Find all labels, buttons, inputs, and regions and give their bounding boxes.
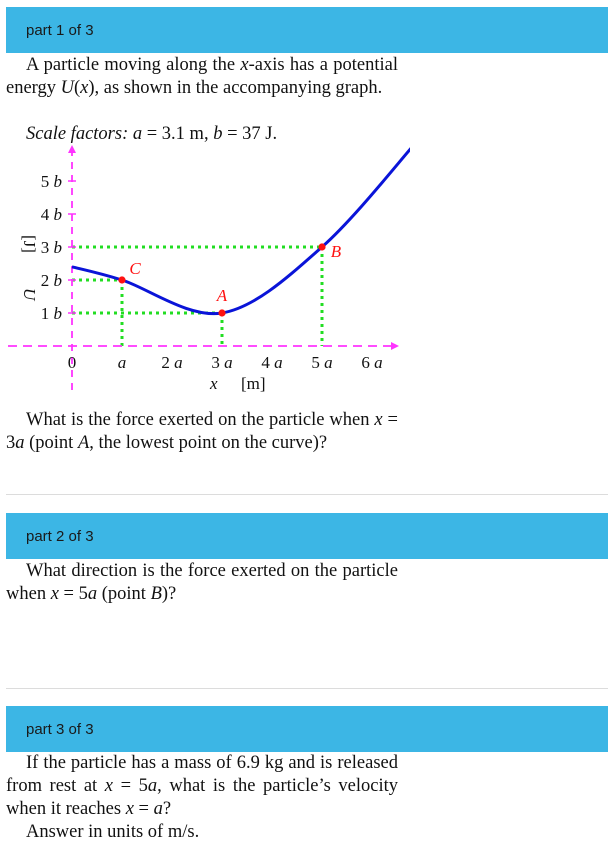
point-B: [318, 243, 325, 250]
part-2-question: What direction is the force exerted on the particle when x = 5a (point B)?: [6, 561, 398, 604]
part-1-header: [6, 7, 608, 53]
marked-points: [118, 242, 341, 317]
part-1-intro: A particle moving along the x-axis has a potential energy U(x), as shown in the accompanying graph.: [6, 55, 398, 98]
point-label-B: B: [330, 242, 342, 261]
part-1-title: part 1 of 3: [26, 21, 94, 39]
point-label-C: C: [129, 259, 141, 278]
point-C: [118, 276, 125, 283]
y-axis-label: [20, 235, 39, 302]
x-tick-label: 2 a: [161, 353, 183, 372]
x-tick-labels: [68, 353, 383, 372]
scale-factors: Scale factors: a = 3.1 m, b = 37 J.: [26, 124, 278, 144]
y-tick-labels: [41, 172, 76, 323]
x-tick-label: 4 a: [261, 353, 283, 372]
x-tick-label: a: [117, 353, 127, 372]
x-tick-label: 0: [67, 353, 77, 372]
part-1-question: What is the force exerted on the particle when x = 3a (point A, the lowest point on the curve)?: [6, 410, 398, 453]
point-A: [218, 309, 225, 316]
part-3-question: If the particle has a mass of 6.9 kg and is released from rest at x = 5a, what is the particle’s velocity when it reaches x = a?: [6, 753, 399, 819]
part-3-header: [6, 706, 608, 752]
part-3-title: part 3 of 3: [26, 720, 94, 738]
part-2-header: [6, 513, 608, 559]
part-3-units: Answer in units of m/s.: [26, 822, 200, 842]
y-axis-unit: [J]: [20, 235, 39, 253]
y-tick-label: 4 b: [40, 205, 62, 224]
x-tick-label: 3 a: [211, 353, 233, 372]
part-2-title: part 2 of 3: [26, 527, 94, 545]
x-axis-var: x: [210, 374, 218, 393]
x-tick-label: 6 a: [361, 353, 383, 372]
guide-lines: [72, 247, 322, 346]
point-label-A: A: [216, 286, 228, 305]
y-tick-label: 3 b: [40, 238, 62, 257]
y-axis-var: U: [20, 288, 39, 301]
potential-energy-graph: [0, 140, 410, 395]
x-tick-label: 5 a: [311, 353, 333, 372]
y-tick-label: 5 b: [40, 172, 62, 191]
y-tick-label: 2 b: [40, 271, 62, 290]
y-tick-label: 1 b: [40, 304, 62, 323]
separator-2: [6, 688, 608, 689]
x-axis-unit: [m]: [241, 374, 266, 393]
separator-1: [6, 494, 608, 495]
